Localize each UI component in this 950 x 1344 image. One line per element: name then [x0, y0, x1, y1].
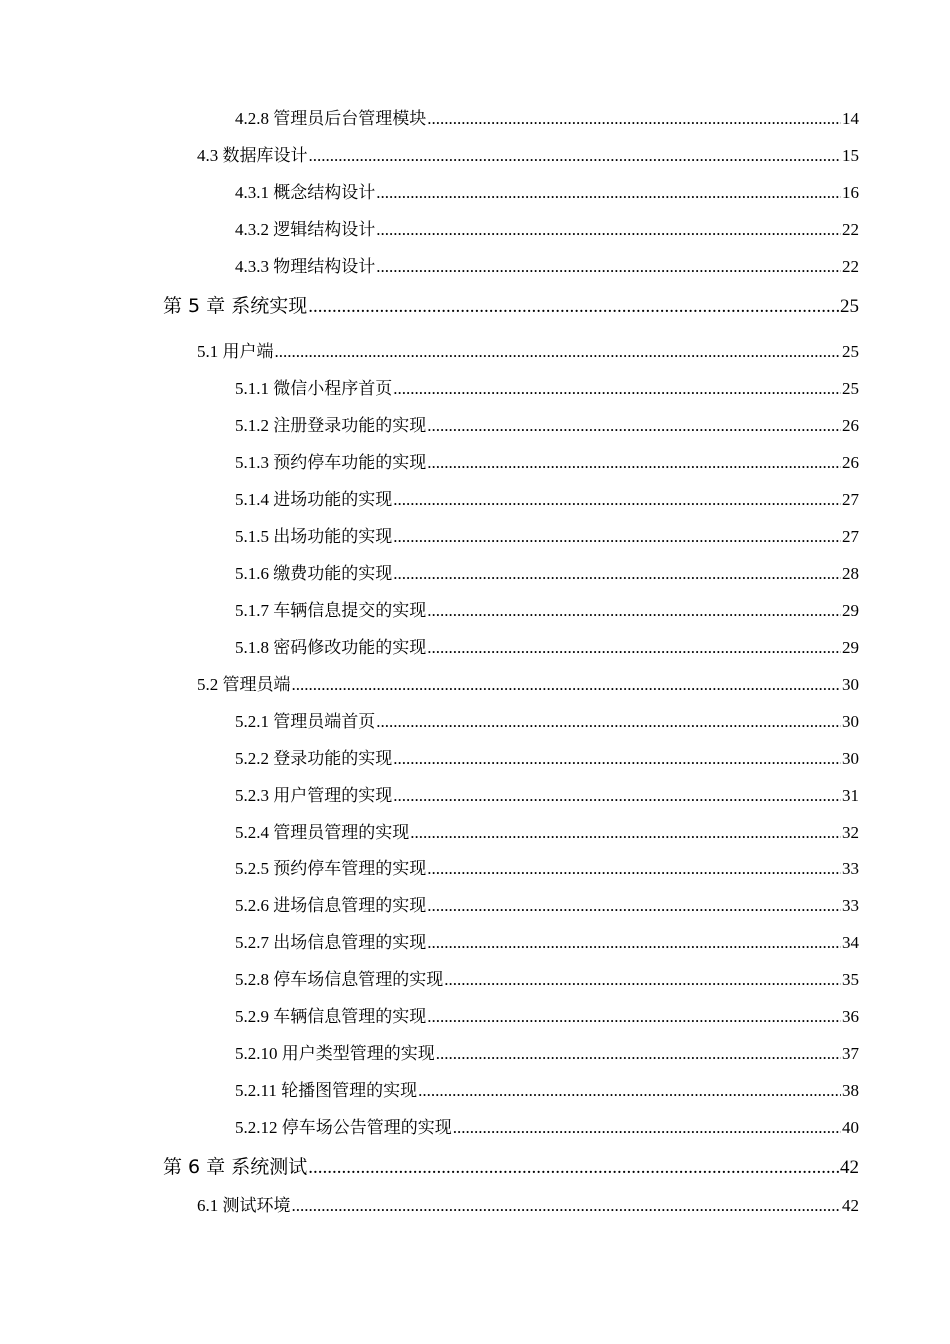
toc-entry-page: 30 — [842, 749, 859, 768]
toc-leader-dots — [410, 821, 841, 845]
toc-entry[interactable] — [235, 894, 859, 918]
toc-entry-page: 42 — [840, 1157, 859, 1178]
toc-leader-dots — [393, 562, 841, 586]
toc-leader-dots — [292, 1194, 842, 1218]
toc-entry-title: 5.2.1 管理员端首页 — [235, 712, 376, 731]
toc-leader-dots — [376, 181, 841, 205]
toc-entry-page: 29 — [842, 638, 859, 657]
toc-entry-title: 5.2.4 管理员管理的实现 — [235, 823, 410, 842]
toc-leader-dots — [376, 255, 841, 279]
toc-entry-title: 4.3 数据库设计 — [197, 146, 308, 165]
toc-entry[interactable] — [235, 181, 859, 205]
toc-entry-title: 4.3.3 物理结构设计 — [235, 257, 376, 276]
toc-entry-title: 5.1.1 微信小程序首页 — [235, 379, 393, 398]
toc-entry-title: 4.2.8 管理员后台管理模块 — [235, 109, 427, 128]
toc-entry[interactable] — [197, 144, 859, 168]
toc-entry[interactable] — [235, 414, 859, 438]
toc-entry-page: 14 — [842, 109, 859, 128]
toc-leader-dots — [393, 525, 841, 549]
toc-entry-title: 5.2.9 车辆信息管理的实现 — [235, 1007, 427, 1026]
toc-entry[interactable] — [235, 636, 859, 660]
toc-entry-title: 5.2.6 进场信息管理的实现 — [235, 896, 427, 915]
toc-entry-title: 5.2.11 轮播图管理的实现 — [235, 1081, 418, 1100]
toc-entry-title: 5.2.3 用户管理的实现 — [235, 786, 393, 805]
toc-entry-title: 5.2.7 出场信息管理的实现 — [235, 933, 427, 952]
toc-leader-dots — [427, 1005, 841, 1029]
toc-entry[interactable] — [197, 673, 859, 697]
toc-entry-page: 26 — [842, 453, 859, 472]
toc-leader-dots — [427, 931, 841, 955]
toc-leader-dots — [292, 673, 842, 697]
toc-leader-dots — [427, 857, 841, 881]
toc-entry-title: 5.1.2 注册登录功能的实现 — [235, 416, 427, 435]
toc-entry-page: 27 — [842, 490, 859, 509]
toc-entry[interactable] — [235, 377, 859, 401]
toc-entry[interactable] — [235, 107, 859, 131]
toc-entry[interactable] — [235, 562, 859, 586]
toc-entry-title: 第 5 章 系统实现 — [163, 295, 308, 317]
toc-entry-page: 34 — [842, 933, 859, 952]
toc-leader-dots — [275, 340, 842, 364]
toc-leader-dots — [427, 894, 841, 918]
toc-leader-dots — [308, 1156, 839, 1180]
toc-entry[interactable] — [235, 821, 859, 845]
toc-leader-dots — [393, 747, 841, 771]
toc-entry[interactable] — [235, 599, 859, 623]
toc-entry[interactable] — [235, 1042, 859, 1066]
toc-entry-page: 36 — [842, 1007, 859, 1026]
toc-entry-title: 5.1.5 出场功能的实现 — [235, 527, 393, 546]
toc-entry[interactable] — [235, 968, 859, 992]
toc-entry-page: 33 — [842, 896, 859, 915]
toc-leader-dots — [453, 1116, 841, 1140]
toc-entry-page: 16 — [842, 183, 859, 202]
toc-leader-dots — [427, 451, 841, 475]
toc-entry-title: 5.2.12 停车场公告管理的实现 — [235, 1118, 452, 1137]
toc-entry-page: 35 — [842, 970, 859, 989]
toc-entry-page: 26 — [842, 416, 859, 435]
toc-entry-page: 30 — [842, 675, 859, 694]
toc-entry-title: 5.2.10 用户类型管理的实现 — [235, 1044, 435, 1063]
toc-entry[interactable] — [235, 784, 859, 808]
toc-leader-dots — [393, 488, 841, 512]
toc-entry-title: 4.3.1 概念结构设计 — [235, 183, 376, 202]
toc-entry-title: 5.2.8 停车场信息管理的实现 — [235, 970, 444, 989]
toc-entry-title: 5.1 用户端 — [197, 342, 274, 361]
toc-entry[interactable] — [235, 857, 859, 881]
toc-entry-title: 5.2 管理员端 — [197, 675, 291, 694]
toc-entry-page: 27 — [842, 527, 859, 546]
toc-entry-page: 25 — [842, 342, 859, 361]
toc-entry-page: 25 — [842, 379, 859, 398]
toc-leader-dots — [309, 144, 842, 168]
toc-entry-page: 28 — [842, 564, 859, 583]
toc-entry-page: 25 — [840, 296, 859, 317]
toc-entry-title: 5.1.8 密码修改功能的实现 — [235, 638, 427, 657]
toc-entry-title: 5.1.7 车辆信息提交的实现 — [235, 601, 427, 620]
toc-leader-dots — [436, 1042, 841, 1066]
toc-chapter-entry[interactable] — [163, 294, 859, 319]
toc-entry-page: 22 — [842, 257, 859, 276]
toc-entry-page: 30 — [842, 712, 859, 731]
toc-entry-page: 42 — [842, 1196, 859, 1215]
toc-entry[interactable] — [235, 451, 859, 475]
toc-entry-page: 22 — [842, 220, 859, 239]
toc-leader-dots — [393, 784, 841, 808]
toc-leader-dots — [427, 414, 841, 438]
toc-leader-dots — [427, 107, 841, 131]
toc-entry[interactable] — [235, 1079, 859, 1103]
toc-entry[interactable] — [235, 488, 859, 512]
toc-entry-page: 38 — [842, 1081, 859, 1100]
toc-entry-title: 5.1.3 预约停车功能的实现 — [235, 453, 427, 472]
toc-entry[interactable] — [235, 710, 859, 734]
toc-entry-title: 6.1 测试环境 — [197, 1196, 291, 1215]
toc-entry-page: 31 — [842, 786, 859, 805]
toc-leader-dots — [444, 968, 841, 992]
toc-entry-page: 32 — [842, 823, 859, 842]
toc-entry-title: 5.1.4 进场功能的实现 — [235, 490, 393, 509]
toc-entry[interactable] — [197, 1194, 859, 1218]
toc-entry-page: 40 — [842, 1118, 859, 1137]
toc-entry[interactable] — [235, 525, 859, 549]
toc-entry[interactable] — [235, 931, 859, 955]
toc-entry-title: 5.2.5 预约停车管理的实现 — [235, 859, 427, 878]
toc-entry[interactable] — [197, 340, 859, 364]
toc-leader-dots — [376, 218, 841, 242]
toc-entry[interactable] — [235, 747, 859, 771]
toc-entry-title: 第 6 章 系统测试 — [163, 1156, 308, 1178]
toc-entry-page: 29 — [842, 601, 859, 620]
toc-entry-page: 33 — [842, 859, 859, 878]
toc-entry[interactable] — [235, 1005, 859, 1029]
toc-entry-title: 5.2.2 登录功能的实现 — [235, 749, 393, 768]
toc-entry[interactable] — [235, 1116, 859, 1140]
toc-leader-dots — [418, 1079, 841, 1103]
toc-entry[interactable] — [235, 218, 859, 242]
toc-leader-dots — [427, 636, 841, 660]
toc-leader-dots — [376, 710, 841, 734]
toc-leader-dots — [393, 377, 841, 401]
toc-leader-dots — [427, 599, 841, 623]
toc-chapter-entry[interactable] — [163, 1155, 859, 1180]
toc-entry-page: 15 — [842, 146, 859, 165]
toc-entry-page: 37 — [842, 1044, 859, 1063]
toc-entry-title: 4.3.2 逻辑结构设计 — [235, 220, 376, 239]
toc-entry-title: 5.1.6 缴费功能的实现 — [235, 564, 393, 583]
toc-entry[interactable] — [235, 255, 859, 279]
toc-leader-dots — [308, 295, 839, 319]
